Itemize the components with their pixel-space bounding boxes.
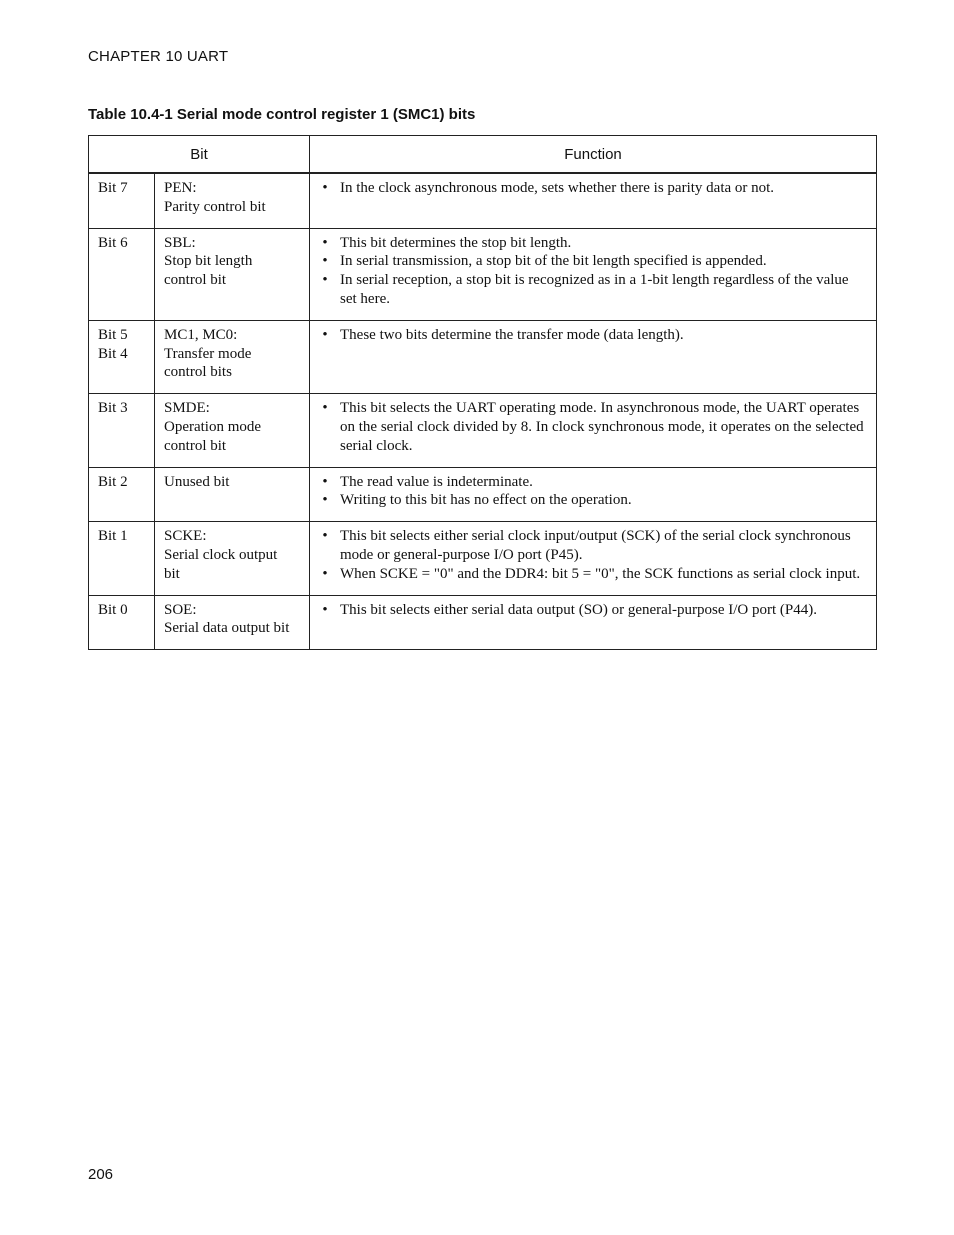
bullet-icon: • (322, 234, 328, 251)
bit-name-cell (155, 522, 310, 595)
function-list (319, 326, 868, 345)
table-row (89, 467, 877, 522)
function-cell (310, 320, 877, 393)
function-text: The read value is indeterminate. (340, 473, 533, 490)
function-item (319, 473, 868, 492)
bullet-icon: • (322, 565, 328, 582)
function-item (319, 601, 868, 620)
bit-name-cell (155, 595, 310, 650)
bit-number-cell (89, 595, 155, 650)
function-item (319, 271, 868, 309)
table-row (89, 595, 877, 650)
bit-name-line: control bits (164, 364, 232, 381)
function-text: This bit selects the UART operating mode. In asynchronous mode, the UART operates on the serial clock divided by 8. In clock synchronous mode, it operates on the selected serial clock. (340, 400, 864, 454)
function-cell (310, 595, 877, 650)
bullet-icon: • (322, 326, 328, 343)
page-number: 206 (88, 1166, 114, 1183)
function-cell (310, 173, 877, 228)
bit-name-line: Unused bit (164, 473, 230, 490)
bit-number: Bit 7 (98, 180, 128, 196)
table-row (89, 394, 877, 467)
function-text: Writing to this bit has no effect on the operation. (340, 492, 632, 509)
function-list (319, 473, 868, 511)
table-row (89, 320, 877, 393)
bit-name-line: control bit (164, 437, 227, 454)
function-list (319, 601, 868, 620)
function-text: These two bits determine the transfer mode (data length). (340, 326, 684, 343)
bit-number: Bit 3 (98, 400, 128, 417)
bit-name-line: Stop bit length (164, 253, 253, 270)
table-header-row (89, 136, 877, 174)
function-cell (310, 522, 877, 595)
bit-name-cell (155, 228, 310, 320)
bullet-icon: • (322, 601, 328, 618)
table-body (89, 173, 877, 650)
function-item (319, 179, 868, 198)
function-item (319, 234, 868, 253)
bit-number: Bit 0 (98, 601, 128, 618)
bit-number: Bit 1 (98, 528, 128, 545)
table-row (89, 522, 877, 595)
bit-number-cell (89, 228, 155, 320)
bullet-icon: • (322, 528, 328, 545)
function-item (319, 252, 868, 271)
bit-number-cell (89, 522, 155, 595)
bit-name-cell (155, 173, 310, 228)
bit-name-cell (155, 320, 310, 393)
function-item (319, 326, 868, 345)
bit-number: Bit 5 (98, 326, 128, 343)
bit-name-line: SOE: (164, 601, 197, 618)
bit-name-line: Operation mode (164, 418, 262, 435)
bit-name-line: control bit (164, 272, 227, 289)
chapter-header: CHAPTER 10 UART (88, 48, 229, 65)
function-item (319, 565, 868, 584)
bit-name-line: MC1, MC0: (164, 326, 238, 343)
bit-name-line: Serial data output bit (164, 620, 290, 637)
table-title: Table 10.4-1 Serial mode control register 1 (SMC1) bits (88, 106, 476, 123)
bit-name-line: SCKE: (164, 528, 207, 545)
bit-number: Bit 6 (98, 234, 128, 251)
table-row (89, 228, 877, 320)
function-text: When SCKE = "0" and the DDR4: bit 5 = "0", the SCK functions as serial clock input. (340, 565, 861, 582)
bit-name-cell (155, 394, 310, 467)
bullet-icon: • (322, 492, 328, 509)
column-header-bit: Bit (89, 136, 310, 174)
function-cell (310, 394, 877, 467)
function-list (319, 527, 868, 583)
bit-number: Bit 2 (98, 473, 128, 490)
bit-name-line: Parity control bit (164, 198, 266, 215)
function-cell (310, 467, 877, 522)
bit-number-cell (89, 320, 155, 393)
function-list (319, 179, 868, 198)
bullet-icon: • (322, 180, 328, 196)
bullet-icon: • (322, 400, 328, 417)
bit-name-line: bit (164, 565, 180, 582)
bit-name-line: SMDE: (164, 400, 210, 417)
function-text: In serial reception, a stop bit is recognized as in a 1-bit length regardless of the value set here. (340, 272, 849, 307)
function-cell (310, 228, 877, 320)
function-text: This bit selects either serial clock input/output (SCK) of the serial clock synchronous mode or general-purpose I/O port (P45). (340, 528, 851, 563)
bit-name-line: SBL: (164, 234, 196, 251)
function-text: This bit selects either serial data output (SO) or general-purpose I/O port (P44). (340, 601, 817, 618)
bit-name-cell (155, 467, 310, 522)
table-row (89, 173, 877, 228)
bit-number-cell (89, 467, 155, 522)
function-text: In serial transmission, a stop bit of the bit length specified is appended. (340, 253, 767, 270)
bit-number-cell (89, 394, 155, 467)
bit-number-cell (89, 173, 155, 228)
register-bits-table (88, 135, 877, 650)
function-item (319, 527, 868, 565)
bit-number: Bit 4 (98, 345, 128, 362)
bullet-icon: • (322, 473, 328, 490)
bullet-icon: • (322, 253, 328, 270)
function-text: This bit determines the stop bit length. (340, 234, 572, 251)
bit-name-line: Serial clock output (164, 546, 278, 563)
function-text: In the clock asynchronous mode, sets whether there is parity data or not. (340, 180, 775, 196)
function-list (319, 399, 868, 455)
function-item (319, 399, 868, 455)
function-item (319, 491, 868, 510)
bit-name-line: Transfer mode (164, 345, 252, 362)
function-list (319, 234, 868, 309)
bullet-icon: • (322, 272, 328, 289)
bit-name-line: PEN: (164, 180, 197, 196)
column-header-function: Function (310, 136, 877, 174)
